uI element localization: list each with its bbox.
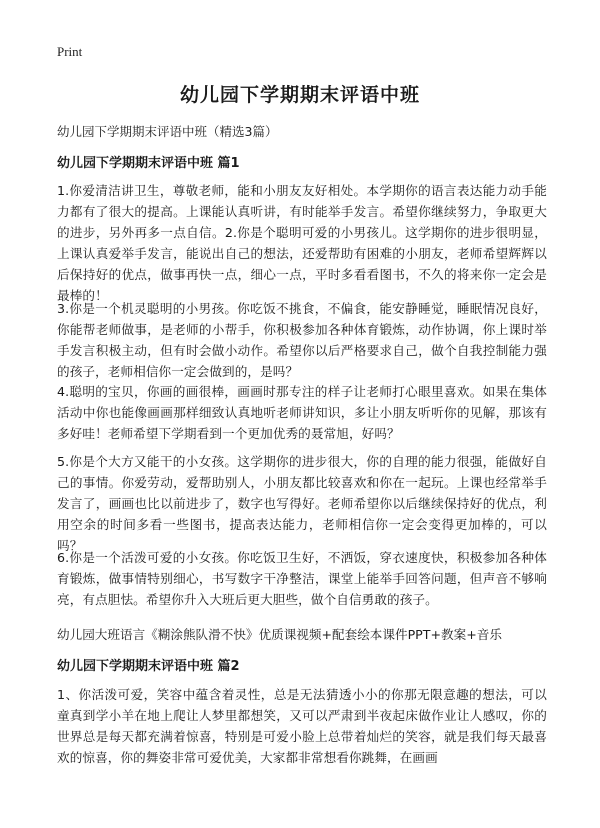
paragraph-3: 4.聪明的宝贝，你画的画很棒，画画时那专注的样子让老师打心眼里喜欢。如果在集体活动中你也能像画画那样细致认真地听老师讲知识，多让小朋友听听你的见解，那该有多好哇！老师希望下学期看到一个更加优秀的聂常旭，好吗？	[57, 384, 547, 441]
paragraph-4: 5.你是个大方又能干的小女孩。这学期你的进步很大，你的自理的能力很强，能做好自己的事情。你爱劳动，爱帮助别人，小朋友都比较喜欢和你在一起玩。上课也经常举手发言了，画画也比以前进步了，数字也写得好。老师希望你以后继续保持好的优点，利用空余的时间多看一些图书，提高表达能力，老师相信你一定会变得更加棒的，可以吗？	[57, 454, 547, 553]
document-title: 幼儿园下学期期末评语中班	[179, 84, 420, 106]
section-heading-1: 幼儿园下学期期末评语中班 篇1	[57, 156, 240, 171]
document-subtitle: 幼儿园下学期期末评语中班（精选3篇）	[57, 124, 278, 139]
print-link[interactable]: Print	[57, 44, 83, 59]
paragraph-2: 3.你是一个机灵聪明的小男孩。你吃饭不挑食，不偏食，能安静睡觉，睡眠情况良好，你能帮老师做事，是老师的小帮手，你积极参加各种体育锻炼，动作协调，你上课时举手发言积极主动，但有时会做小动作。希望你以后严格要求自己，做个自我控制能力强的孩子，老师相信你一定会做到的，是吗？	[57, 301, 547, 379]
section-heading-2: 幼儿园下学期期末评语中班 篇2	[57, 659, 240, 674]
paragraph-6: 1、你活泼可爱，笑容中蕴含着灵性，总是无法猜透小小的你那无限意趣的想法，可以童真到学小羊在地上爬让人梦里都想笑，又可以严肃到半夜起床做作业让人感叹，你的世界总是每天都充满着惊喜，特别是可爱小脸上总带着灿烂的笑容，就是我们每天最喜欢的惊喜，你的舞姿非常可爱优美，大家都非常想看你跳舞，在画画	[57, 687, 547, 765]
paragraph-5: 6.你是一个活泼可爱的小女孩。你吃饭卫生好，不洒饭，穿衣速度快，积极参加各种体育锻炼，做事情特别细心，书写数字干净整洁，课堂上能举手回答问题，但声音不够响亮，有点胆怯。希望你升入大班后更大胆些，做个自信勇敢的孩子。	[57, 550, 547, 607]
paragraph-1: 1.你爱清洁讲卫生，尊敬老师，能和小朋友友好相处。本学期你的语言表达能力动手能力都有了很大的提高。上课能认真听讲，有时能举手发言。希望你继续努力，争取更大的进步，另外再多一点自信。2.你是个聪明可爱的小男孩儿。这学期你的进步很明显，上课认真爱举手发言，能说出自己的想法，还爱帮助有困难的小朋友，老师希望辉辉以后保持好的优点，做事再快一点，细心一点，平时多看看图书，不久的将来你一定会是最棒的！	[57, 183, 547, 303]
related-link[interactable]: 幼儿园大班语言《糊涂熊队滑不快》优质课视频+配套绘本课件PPT+教案+音乐	[57, 627, 502, 642]
